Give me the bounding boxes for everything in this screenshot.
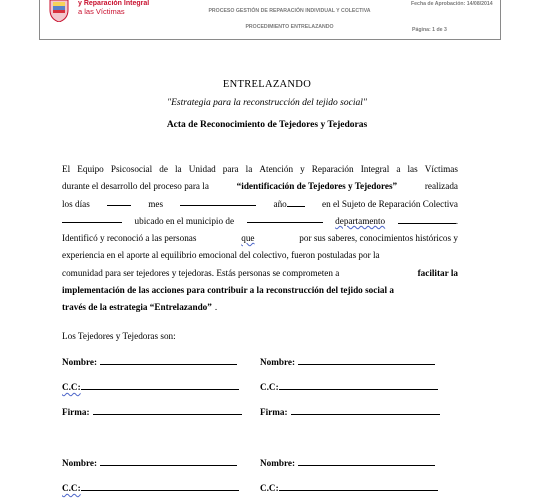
cc-field-4: [260, 481, 438, 493]
cc-field-3: [62, 481, 239, 493]
year-group: [274, 196, 305, 213]
procedure-cell: [171, 21, 408, 39]
nombre-label: Nombre:: [260, 357, 296, 367]
nombre-label: Nombre:: [260, 458, 296, 468]
nombre-label: Nombre:: [62, 357, 98, 367]
cc-label: C.C:: [62, 382, 81, 392]
word: Atención: [259, 164, 294, 174]
para-line-4: [62, 213, 458, 230]
text-segment: ubicado en el municipio de: [134, 215, 235, 226]
nombre-line[interactable]: [298, 456, 435, 466]
page-number-cell: [408, 21, 501, 39]
word: y: [300, 164, 305, 174]
firma-label: Firma:: [62, 407, 90, 417]
nombre-line[interactable]: [100, 456, 237, 466]
para-line-7: [62, 265, 458, 282]
text-segment: los días: [62, 198, 90, 209]
word: Psicosocial: [110, 164, 153, 174]
para-line-5: [62, 230, 458, 247]
department-blank[interactable]: [398, 214, 456, 224]
bold-segment: implementación de las acciones para contribuir a la reconstrucción del tejido social a: [62, 285, 394, 296]
cc-label: C.C:: [260, 483, 279, 493]
word: Equipo: [77, 164, 104, 174]
cc-line[interactable]: [279, 380, 438, 390]
firma-line[interactable]: [291, 405, 440, 415]
text-segment: en el Sujeto de Reparación Colectiva: [322, 198, 458, 209]
document-header: [39, 0, 501, 40]
cc-label: C.C:: [62, 483, 81, 493]
text-segment: Identificó y reconoció a las personas: [62, 233, 197, 244]
department-group: [398, 213, 458, 230]
para-line-1: [62, 161, 458, 178]
logo-line-1: y Reparación Integral: [78, 0, 150, 7]
month-blank[interactable]: [180, 196, 256, 206]
firma-line[interactable]: [93, 405, 242, 415]
word: Unidad: [188, 164, 216, 174]
firma-field-1: [62, 405, 242, 417]
bold-segment: “identificación de Tejedores y Tejedores”: [236, 181, 398, 192]
text-segment: departamento: [335, 215, 386, 226]
cc-line[interactable]: [279, 481, 438, 491]
cc-field-1: [62, 380, 239, 392]
approval-date: Fecha de Aprobación: 14/08/2014: [411, 1, 493, 7]
document-subtitle: "Estrategia para la reconstrucción del tejido social": [167, 98, 367, 108]
cc-line[interactable]: [81, 481, 239, 491]
word: las: [407, 164, 418, 174]
nombre-line[interactable]: [298, 355, 435, 365]
text-segment: durante el desarrollo del proceso para la: [62, 181, 209, 192]
nombre-line[interactable]: [100, 355, 237, 365]
process-name: PROCESO GESTIÓN DE REPARACIÓN INDIVIDUAL Y COLECTIVA: [208, 8, 371, 14]
nombre-field-1: [62, 355, 237, 367]
text-segment: .: [214, 302, 218, 313]
firma-label: Firma:: [260, 407, 288, 417]
procedure-name: PROCEDIMIENTO ENTRELAZANDO: [245, 24, 334, 30]
word: la: [245, 164, 253, 174]
text-segment: .: [455, 215, 458, 226]
approval-date-cell: [408, 0, 501, 21]
text-segment: por sus saberes, conocimientos históricos y: [299, 233, 458, 244]
word: la: [174, 164, 182, 174]
process-cell: [171, 0, 408, 21]
bold-segment: través de la estrategia “Entrelazando”: [62, 302, 212, 313]
firma-field-2: [260, 405, 440, 417]
cc-label: C.C:: [260, 382, 279, 392]
unit-logo-text: [78, 0, 149, 16]
collective-name-blank[interactable]: [62, 213, 122, 223]
coat-of-arms-icon: [46, 0, 72, 22]
word: Víctimas: [424, 164, 458, 174]
page-number: Página: 1 de 3: [412, 27, 447, 33]
text-segment: realizada: [424, 181, 458, 192]
nombre-field-2: [260, 355, 435, 367]
document-title: ENTRELAZANDO: [222, 79, 312, 90]
year-blank[interactable]: [287, 197, 305, 207]
logo-cell: [40, 0, 171, 39]
word: a: [396, 164, 401, 174]
cc-field-2: [260, 380, 438, 392]
cc-line[interactable]: [81, 380, 239, 390]
word: para: [222, 164, 239, 174]
word: de: [159, 164, 168, 174]
para-line-2: [62, 178, 458, 195]
word: El: [62, 164, 71, 174]
text-segment: mes: [148, 198, 164, 209]
nombre-label: Nombre:: [62, 458, 98, 468]
days-blank[interactable]: [107, 196, 131, 206]
word: Integral: [360, 164, 390, 174]
word: Reparación: [311, 164, 354, 174]
nombre-field-4: [260, 456, 435, 468]
para-line-6: [62, 247, 458, 264]
body-paragraph: [62, 161, 458, 317]
weavers-list-label: Los Tejedores y Tejedoras son:: [62, 331, 176, 341]
text-segment: que: [241, 233, 255, 244]
text-segment: experiencia en el aporte al equilibrio emocional del colectivo, fueron postuladas por la: [62, 250, 380, 261]
bold-segment: facilitar la: [417, 267, 458, 278]
nombre-field-3: [62, 456, 237, 468]
text-segment: comunidad para ser tejedores y tejedoras. Estás personas se comprometen a: [62, 267, 340, 278]
acta-heading: Acta de Reconocimiento de Tejedores y Tejedoras: [166, 120, 368, 130]
logo-line-2: a las Víctimas: [78, 7, 125, 16]
para-line-3: [62, 196, 458, 213]
text-segment: año: [273, 198, 287, 209]
para-line-8: [62, 282, 458, 299]
municipality-blank[interactable]: [247, 213, 323, 223]
para-line-9: [62, 299, 458, 316]
